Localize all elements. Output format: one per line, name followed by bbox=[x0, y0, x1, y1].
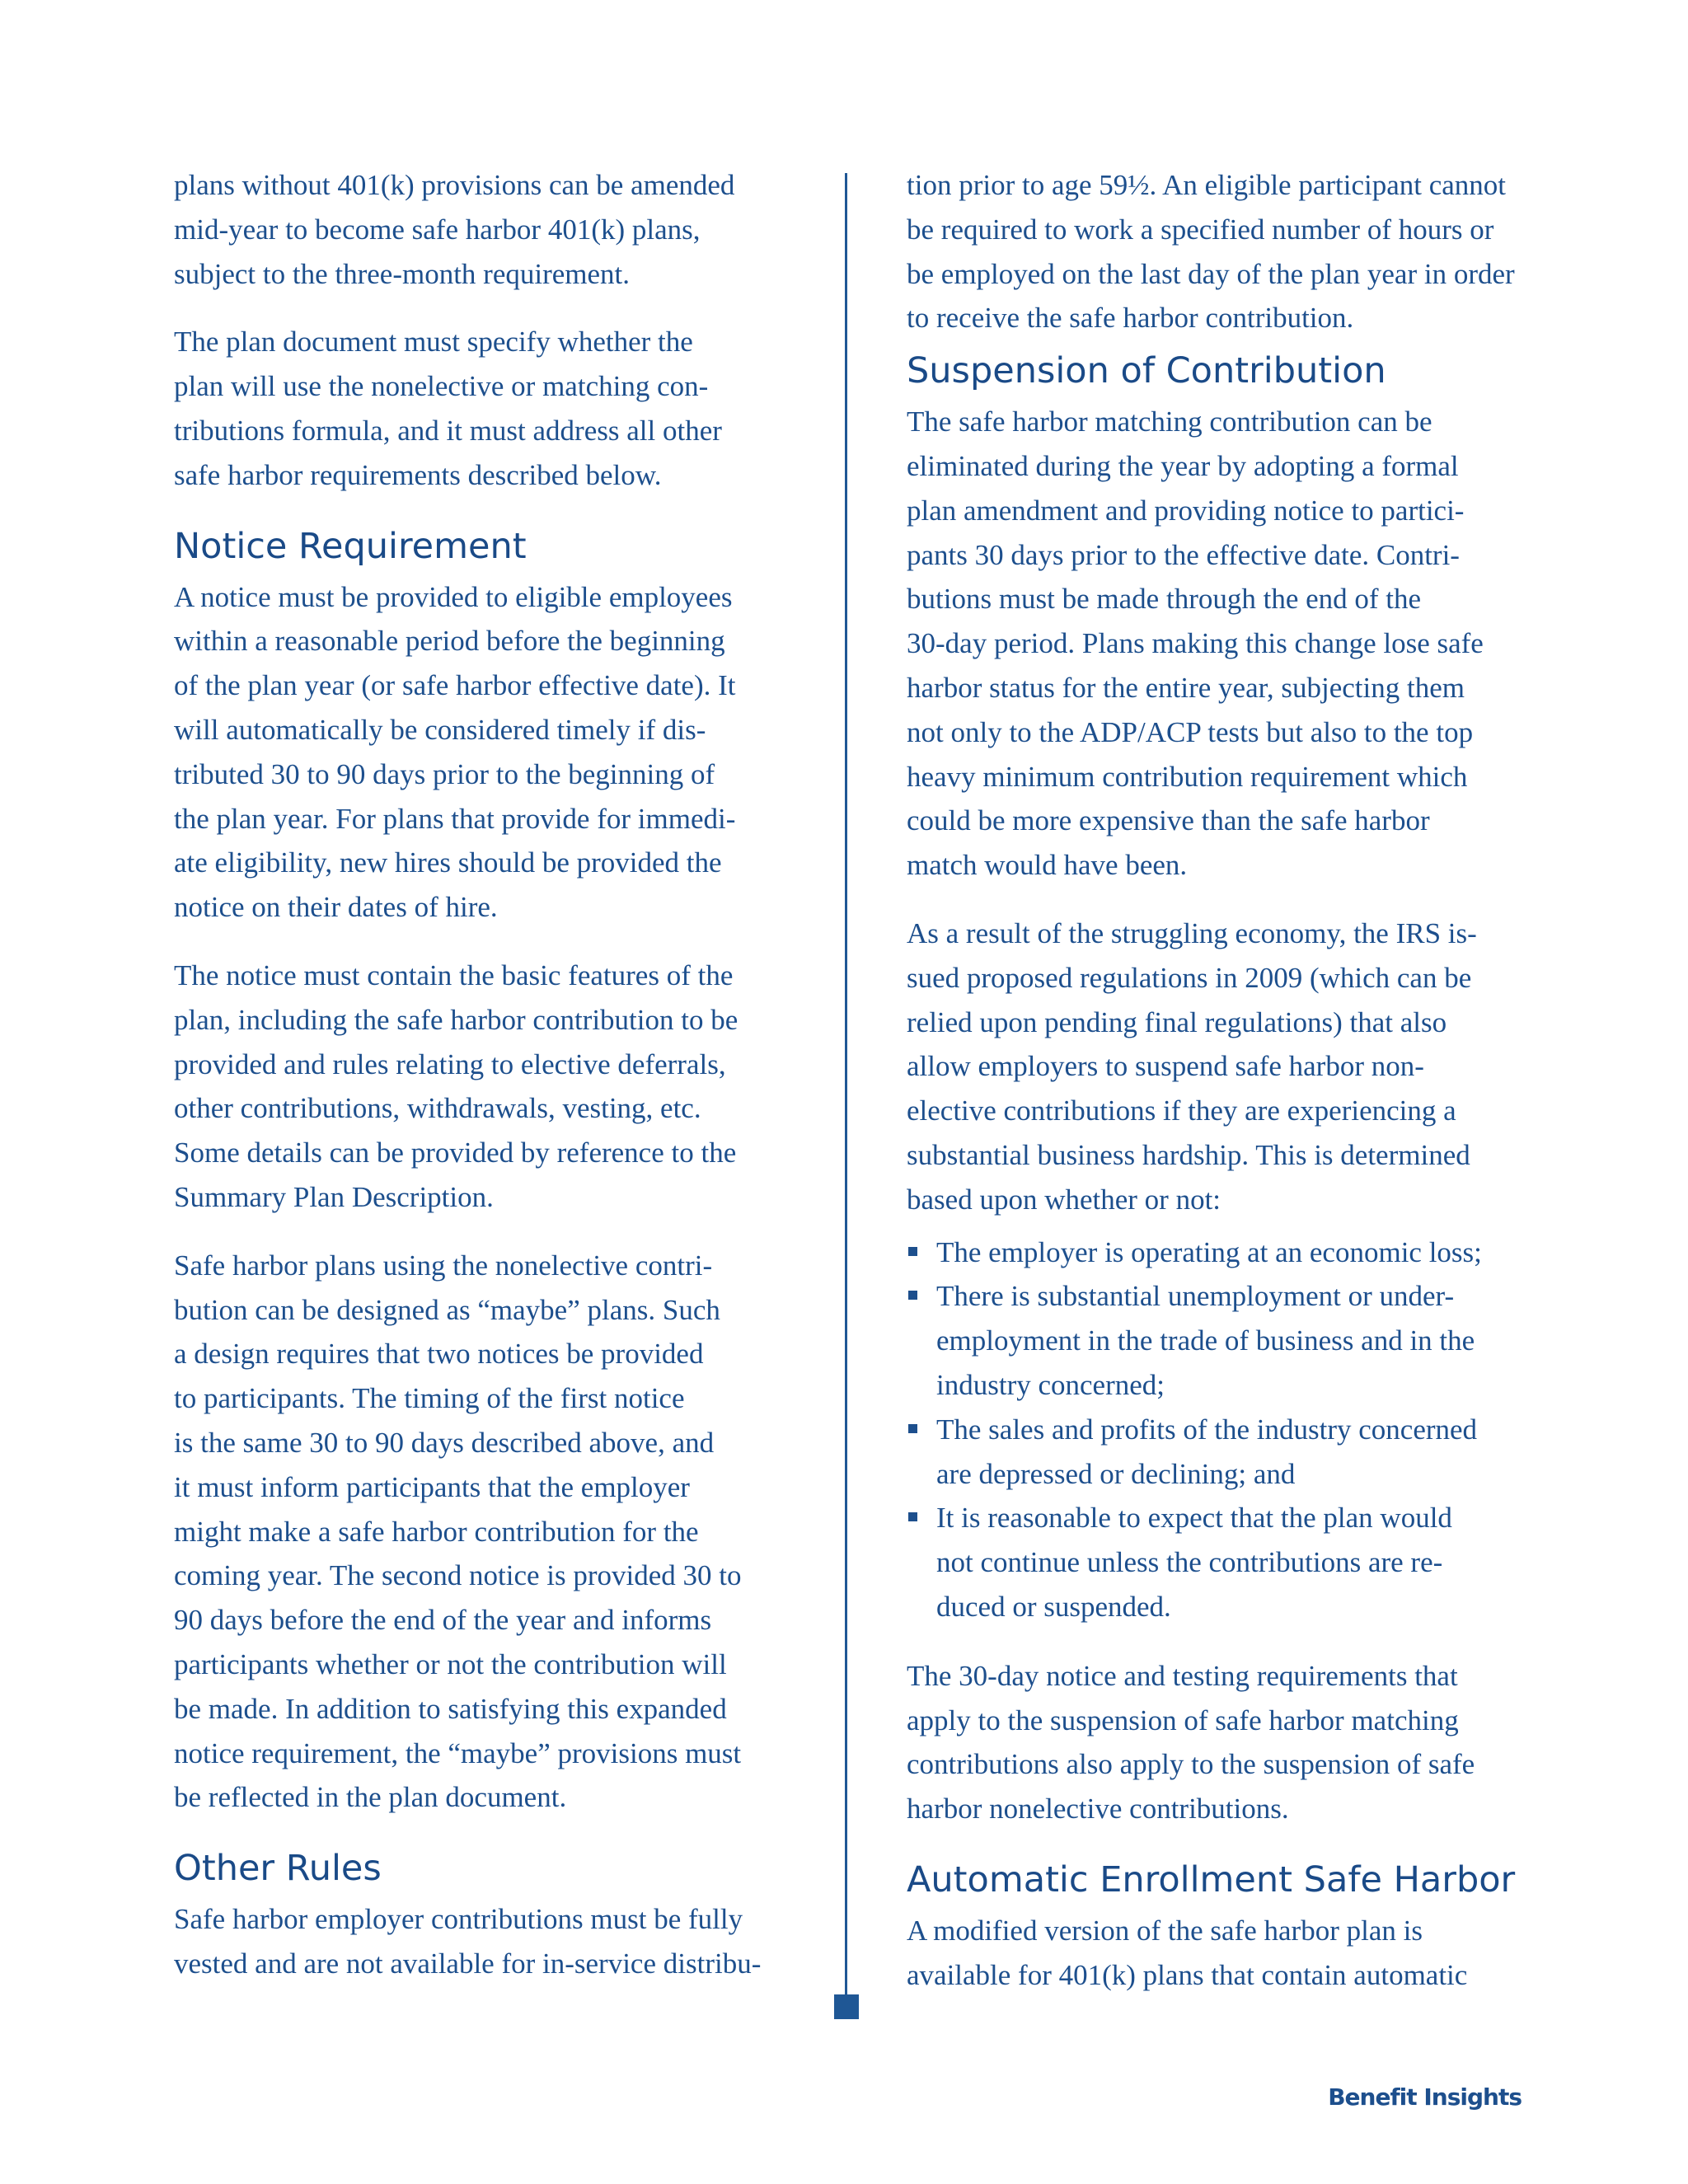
suspension-paragraph-2: As a result of the struggling economy, the IRS is- sued proposed regulations in 2009 (which can be relied upon pending final regulations) that also allow employers to suspend safe harbor non- elective contributions if they are experiencing a substantial business hardship. This is determined based upon whether or not: bbox=[907, 916, 1477, 1216]
automatic-enrollment-paragraph: A modified version of the safe harbor plan is available for 401(k) plans that contain automatic bbox=[907, 1914, 1468, 1991]
bullet-square-icon bbox=[908, 1512, 917, 1521]
list-item: There is substantial unemployment or under- employment in the trade of business and in the industry concerned; bbox=[907, 1274, 1521, 1407]
suspension-heading: Suspension of Contribution bbox=[907, 350, 1386, 392]
list-item: The employer is operating at an economic loss; bbox=[907, 1230, 1521, 1275]
left-column bbox=[174, 163, 788, 2010]
divider-end-square bbox=[834, 1994, 859, 2019]
notice-paragraph-1: A notice must be provided to eligible employees within a reasonable period before the beginning of the plan year (or safe harbor effective date). It will automatically be considered timely if dis- tributed 30 to 90 days prior to the beginning of the plan year. For plans that provide for immedi- ate eligibility, new hires should be provided the notice on their dates of hire. bbox=[174, 580, 736, 924]
notice-paragraph-2: The notice must contain the basic features of the plan, including the safe harbor contribution to be provided and rules relating to elective deferrals, other contributions, withdrawals, vesting, etc. Some details can be provided by reference to the Summary Plan Description. bbox=[174, 958, 738, 1213]
suspension-paragraph-3: The 30-day notice and testing requirements that apply to the suspension of safe harbor matching contributions also apply to the suspension of safe harbor nonelective contributions. bbox=[907, 1659, 1475, 1825]
bullet-square-icon bbox=[908, 1424, 917, 1433]
intro-paragraph: plans without 401(k) provisions can be amended mid-year to become safe harbor 401(k) plans, subject to the three-month requirement. bbox=[174, 169, 735, 290]
column-divider-rule bbox=[845, 173, 847, 2001]
suspension-paragraph-1: The safe harbor matching contribution can be eliminated during the year by adopting a formal plan amendment and providing notice to partici- pants 30 days prior to the effective date. Contri- butions must be made through the end of the 30-day period. Plans making this change lose safe harbor status for the entire year, subjecting them not only to the ADP/ACP tests but also to the top heavy minimum contribution requirement which could be more expensive than the safe harbor match would have been. bbox=[907, 405, 1484, 882]
notice-requirement-heading: Notice Requirement bbox=[174, 525, 527, 567]
other-rules-paragraph: Safe harbor employer contributions must be fully vested and are not available for in-service distribu- bbox=[174, 1903, 762, 1980]
notice-paragraph-3: Safe harbor plans using the nonelective contri- bution can be designed as “maybe” plans. Such a design requires that two notices be provided to participants. The timing of the first notice is the same 30 to 90 days described above, and it must inform participants that the employer might make a safe harbor contribution for the coming year. The second notice is provided 30 to 90 days before the end of the year and informs participants whether or not the contribution will be made. In addition to satisfying this expanded notice requirement, the “maybe” provisions must be reflected in the plan document. bbox=[174, 1249, 742, 1814]
continuation-paragraph: tion prior to age 59½. An eligible participant cannot be required to work a specified number of hours or be employed on the last day of the plan year in order to receive the safe harbor contribution. bbox=[907, 169, 1515, 335]
right-column bbox=[907, 163, 1521, 2021]
plan-document-paragraph: The plan document must specify whether the plan will use the nonelective or matching con- tributions formula, and it must address all other safe harbor requirements described below. bbox=[174, 326, 722, 491]
list-item: The sales and profits of the industry concerned are depressed or declining; and bbox=[907, 1408, 1521, 1497]
bullet-square-icon bbox=[908, 1291, 917, 1300]
hardship-criteria-list bbox=[907, 1230, 1521, 1629]
footer-brand-logo: Benefit Insights bbox=[1328, 2083, 1522, 2111]
list-item: It is reasonable to expect that the plan would not continue unless the contributions are re- duced or suspended. bbox=[907, 1496, 1521, 1629]
other-rules-heading: Other Rules bbox=[174, 1848, 382, 1890]
automatic-enrollment-heading: Automatic Enrollment Safe Harbor bbox=[907, 1858, 1516, 1900]
bullet-square-icon bbox=[908, 1247, 917, 1256]
